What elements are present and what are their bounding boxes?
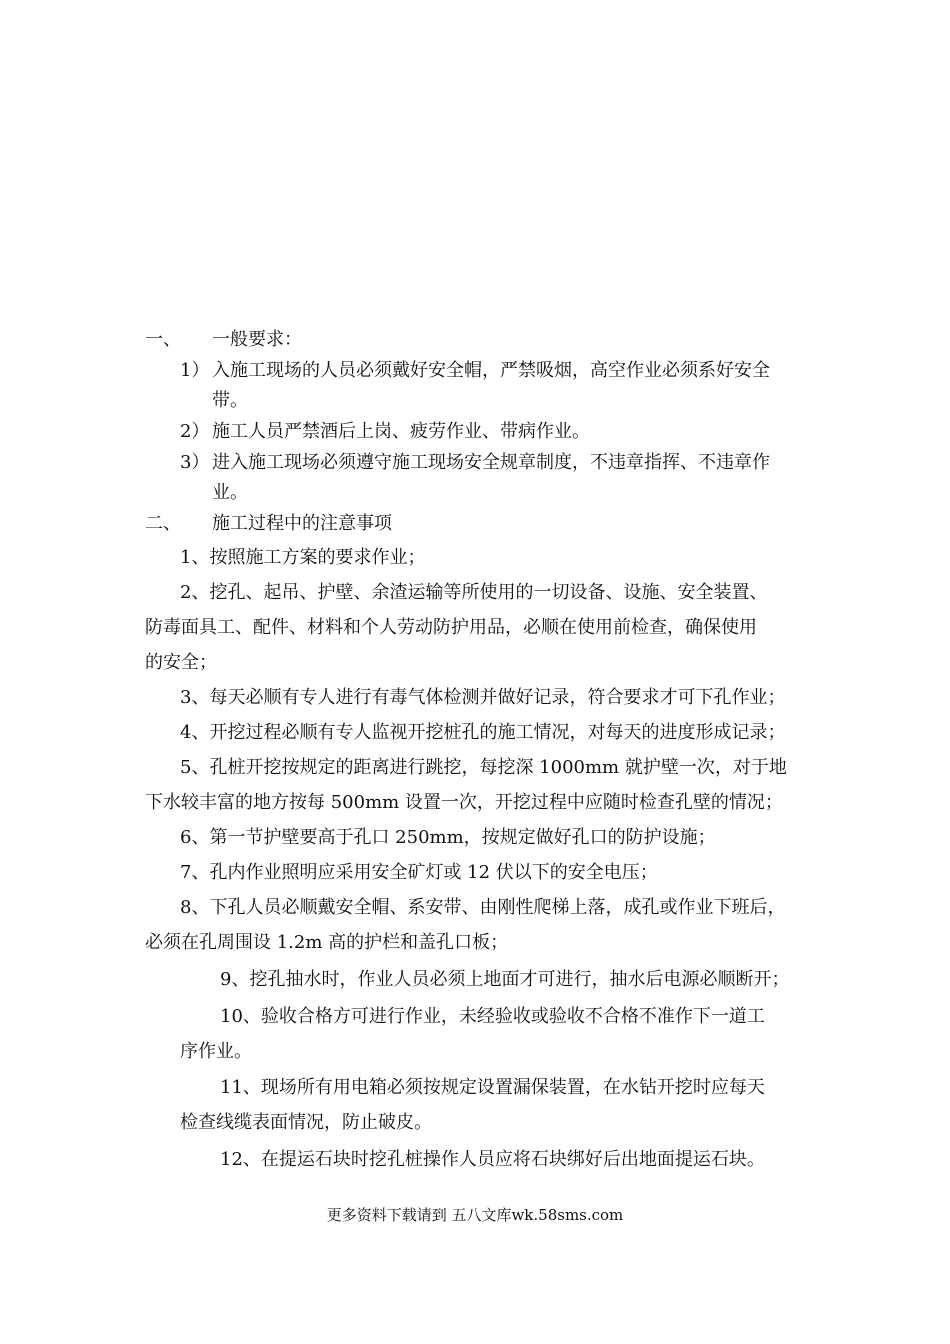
item-1-number: 1）: [180, 360, 210, 381]
paragraph-3: 3、每天必顺有专人进行有毒气体检测并做好记录，符合要求才可下孔作业；: [180, 687, 786, 708]
paragraph-9: 9、挖孔抽水时，作业人员必须上地面才可进行，抽水后电源必顺断开；: [220, 969, 790, 990]
paragraph-2-line-3: 的安全；: [145, 652, 217, 673]
paragraph-8-line-2: 必须在孔周围设 1.2m 高的护栏和盖孔口板；: [145, 932, 509, 953]
item-3-text-cont: 业。: [212, 482, 248, 503]
section-2-title: 施工过程中的注意事项: [212, 513, 392, 534]
section-1-title: 一般要求：: [212, 329, 302, 350]
item-3-number: 3）: [180, 452, 210, 473]
item-2-text: 施工人员严禁酒后上岗、疲劳作业、带病作业。: [212, 421, 590, 442]
section-2-number: 二、: [145, 513, 181, 534]
paragraph-12: 12、在提运石块时挖孔桩操作人员应将石块绑好后出地面提运石块。: [220, 1149, 765, 1170]
section-1-number: 一、: [145, 329, 181, 350]
paragraph-5-line-2: 下水较丰富的地方按每 500mm 设置一次，开挖过程中应随时检查孔壁的情况；: [145, 792, 783, 813]
paragraph-2-line-1: 2、挖孔、起吊、护壁、余渣运输等所使用的一切设备、设施、安全装置、: [180, 582, 768, 603]
paragraph-1: 1、按照施工方案的要求作业；: [180, 547, 426, 568]
item-3-text: 进入施工现场必须遵守施工现场安全规章制度，不违章指挥、不违章作: [212, 452, 770, 473]
paragraph-8-line-1: 8、下孔人员必顺戴安全帽、系安带、由刚性爬梯上落，成孔或作业下班后，: [180, 897, 786, 918]
paragraph-6: 6、第一节护壁要高于孔口 250mm，按规定做好孔口的防护设施；: [180, 827, 716, 848]
item-2-number: 2）: [180, 421, 210, 442]
paragraph-11-line-2: 检查线缆表面情况，防止破皮。: [180, 1112, 432, 1133]
paragraph-5-line-1: 5、孔桩开挖按规定的距离进行跳挖，每挖深 1000mm 就护壁一次，对于地: [180, 757, 787, 778]
paragraph-2-line-2: 防毒面具工、配件、材料和个人劳动防护用品，必顺在使用前检查，确保使用: [145, 617, 757, 638]
item-1-text: 入施工现场的人员必须戴好安全帽，严禁吸烟，高空作业必须系好安全: [212, 360, 770, 381]
item-1-text-cont: 带。: [212, 390, 248, 411]
paragraph-7: 7、孔内作业照明应采用安全矿灯或 12 伏以下的安全电压；: [180, 862, 658, 883]
paragraph-10-line-2: 序作业。: [180, 1041, 252, 1062]
paragraph-4: 4、开挖过程必顺有专人监视开挖桩孔的施工情况，对每天的进度形成记录；: [180, 722, 786, 743]
paragraph-11-line-1: 11、现场所有用电箱必须按规定设置漏保装置，在水钻开挖时应每天: [220, 1077, 765, 1098]
footer-download-link[interactable]: 更多资料下载请到 五八文库wk.58sms.com: [326, 1206, 624, 1224]
paragraph-10-line-1: 10、验收合格方可进行作业，未经验收或验收不合格不准作下一道工: [220, 1006, 765, 1027]
